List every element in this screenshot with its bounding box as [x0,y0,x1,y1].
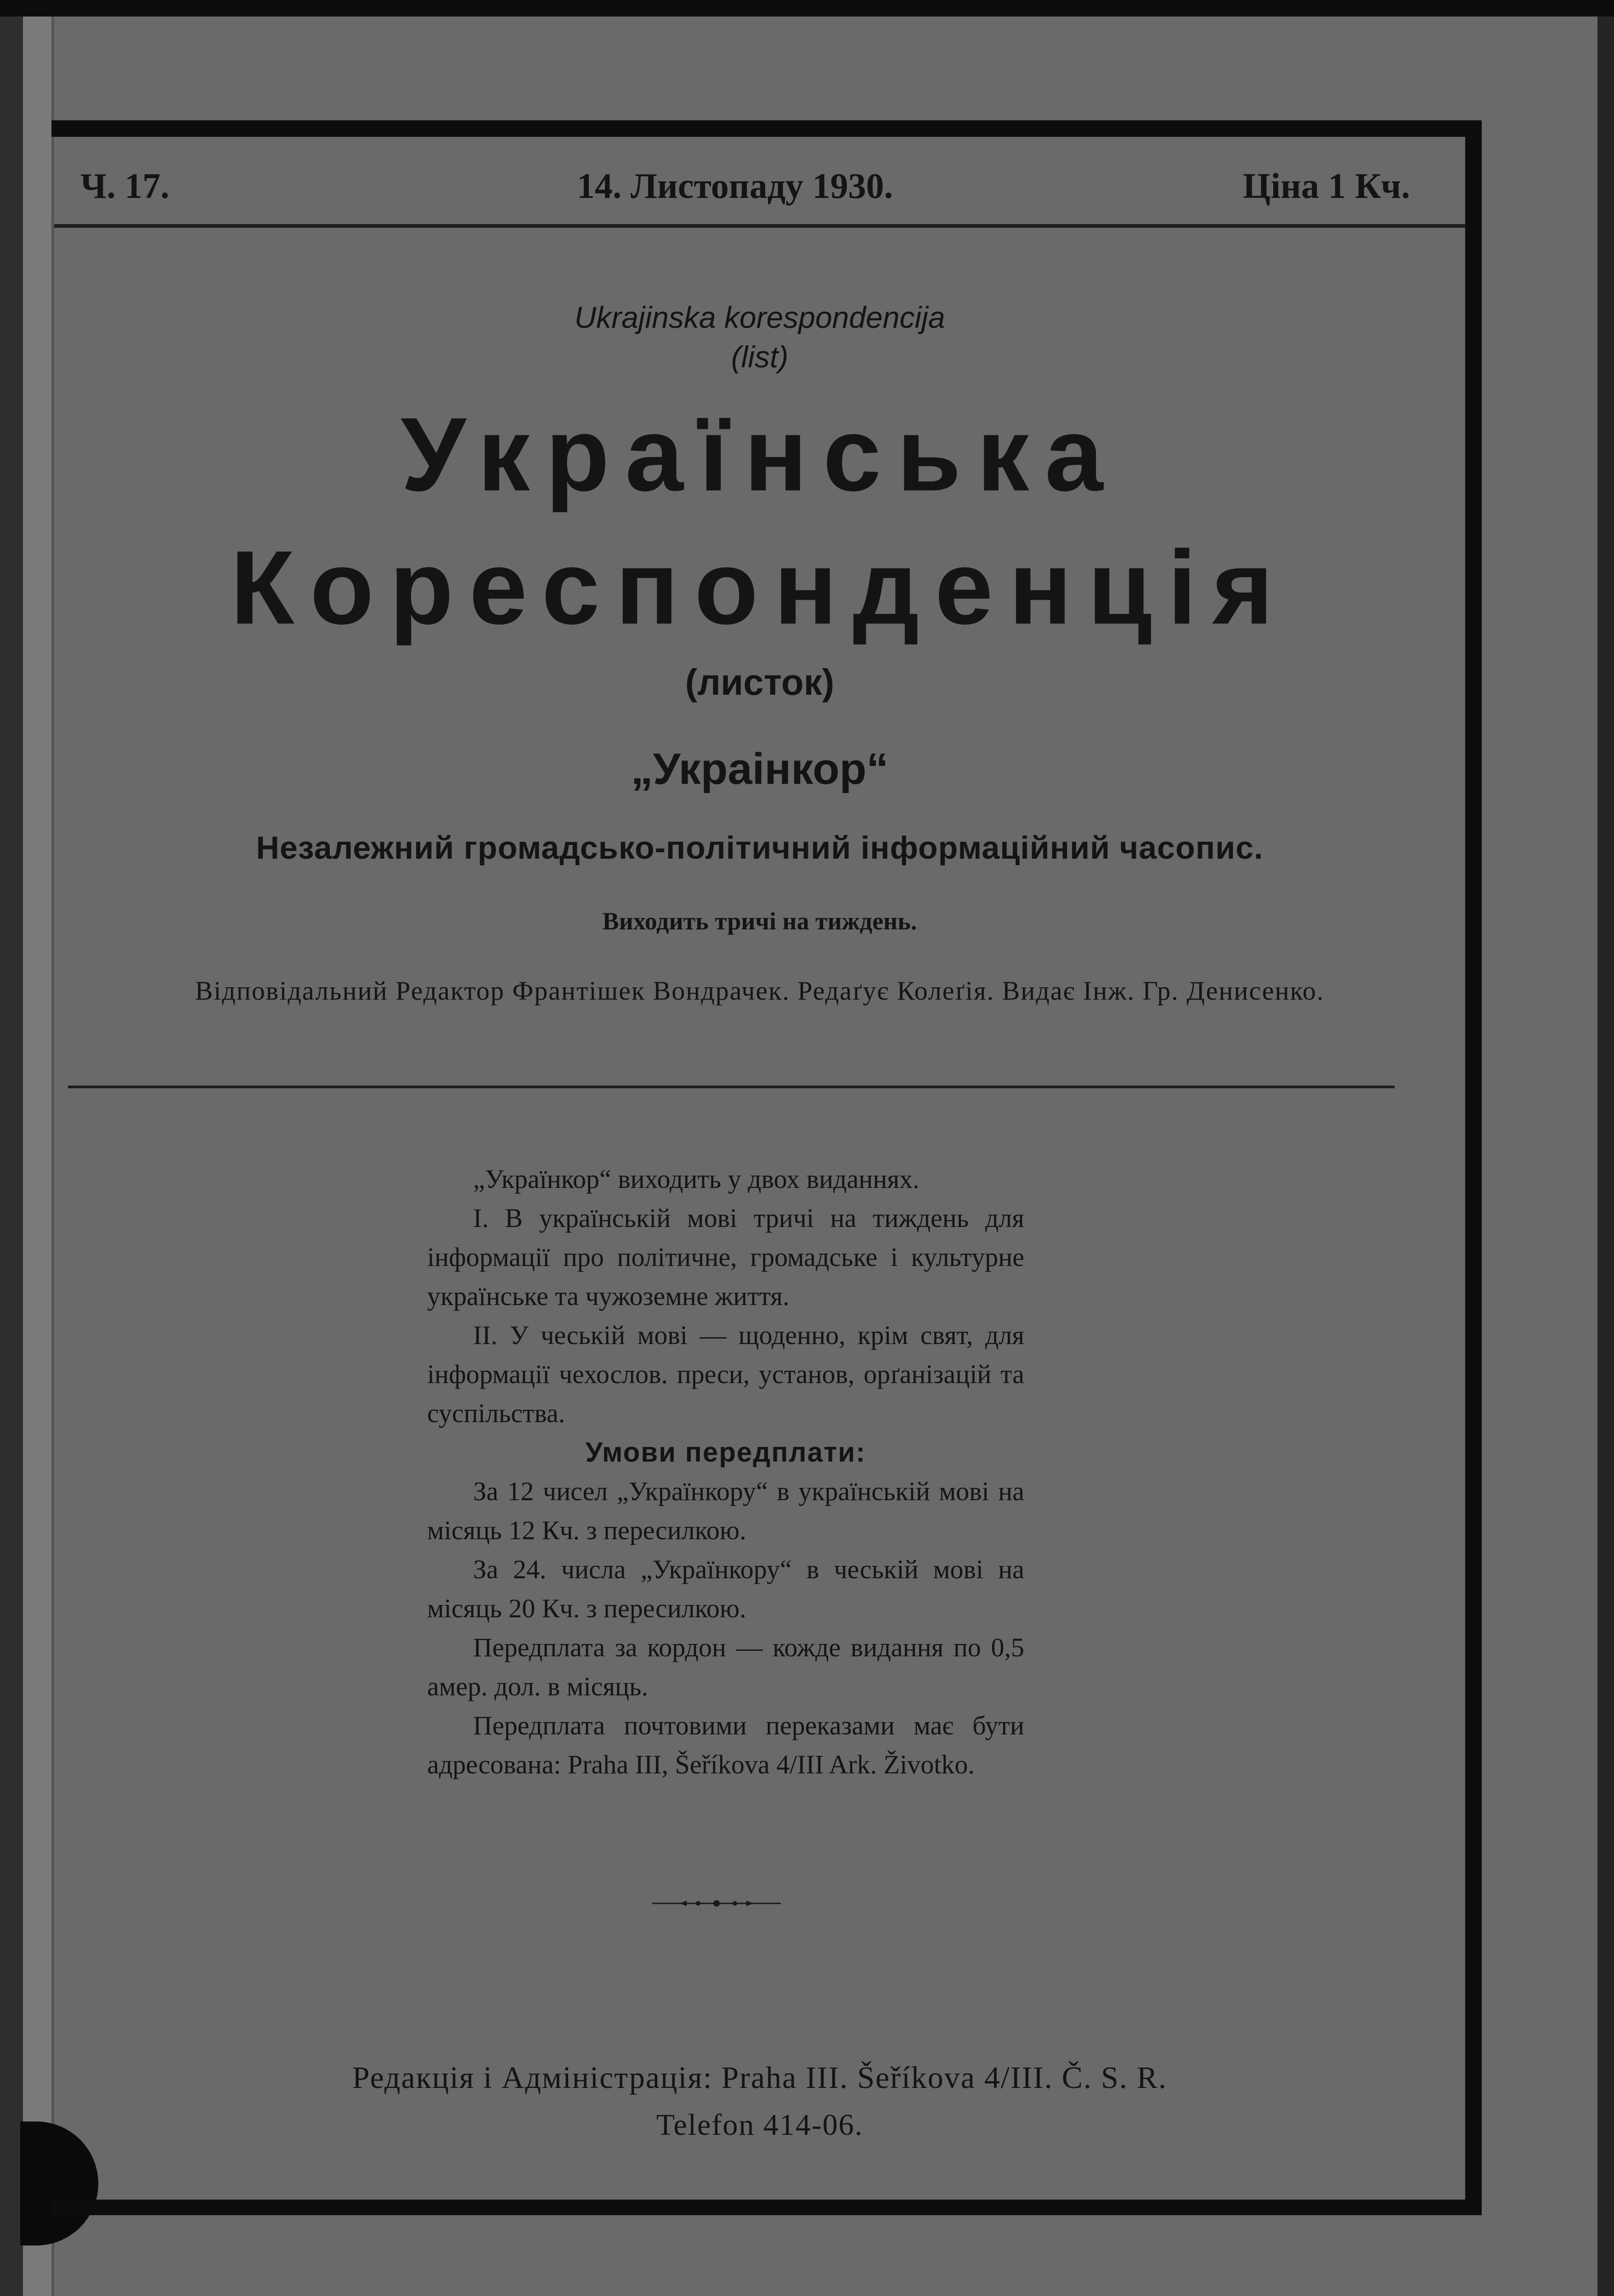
scan-border-left [0,17,23,2296]
section-rule [68,1086,1394,1088]
issue-price: Ціна 1 Кч. [1242,166,1410,206]
telephone-line: Telefon 414-06. [656,2108,863,2142]
subscription-abroad: Передплата за кордон — кожде видання по 0,5 амер. дол. в місяць. [427,1632,1024,1701]
subscription-postal: Передплата почтовими переказами має бути адресована: Praha III, Šeříkova 4/III Ark. Životko. [427,1711,1024,1779]
ornament-divider [648,1896,785,1910]
subscription-ukrainian: За 12 чисел „Українкору“ в українській мові на місяць 12 Кч. з пересилкою. [427,1476,1024,1545]
frequency: Виходить тричі на тиждень. [602,907,917,935]
editors-line: Відповідальний Редактор Франтішек Вондрачек. Редаґує Колеґія. Видає Інж. Гр. Денисенко. [195,976,1325,1006]
title-line-2: Кореспонденція [230,529,1289,646]
scan-border-right [1597,17,1614,2296]
frame-top-rule [51,120,1482,137]
subscription-title: Умови передплати: [585,1437,866,1468]
issue-date: 14. Листопаду 1930. [576,166,893,206]
subscription-czech: За 24. числа „Українкору“ в чеській мові на місяць 20 Кч. з пересилкою. [427,1554,1024,1623]
description: Незалежний громадсько-політичний інформаційний часопис. [256,830,1264,866]
edition-ukrainian: I. В українській мові тричі на тиждень для інформації про політичне, громадське і культурне українське та чужоземне життя. [427,1203,1024,1311]
latin-subtitle: (list) [731,340,789,374]
latin-title-block [54,298,1465,377]
subtitle: (листок) [685,662,835,703]
scan-border-top [0,0,1614,17]
edition-czech: II. У чеській мові — щоденно, крім свят, для інформації чехослов. преси, установ, орґанізацій та суспільства. [427,1320,1024,1428]
short-name: „Украінкор“ [631,744,889,793]
latin-title: Ukrajinska korespondencija [574,300,945,334]
editions-intro: „Українкор“ виходить у двох виданнях. [473,1164,920,1194]
issue-number: Ч. 17. [80,166,169,206]
book-spine [23,17,54,2296]
info-column [427,1159,1024,1784]
frame-bottom-rule [51,2200,1482,2215]
header-rule [54,224,1465,228]
title-line-1: Українська [401,396,1119,513]
address-line: Редакція і Адміністрація: Praha III. Šeříkova 4/III. Č. S. R. [352,2060,1168,2095]
frame-right-rule [1465,120,1482,2214]
